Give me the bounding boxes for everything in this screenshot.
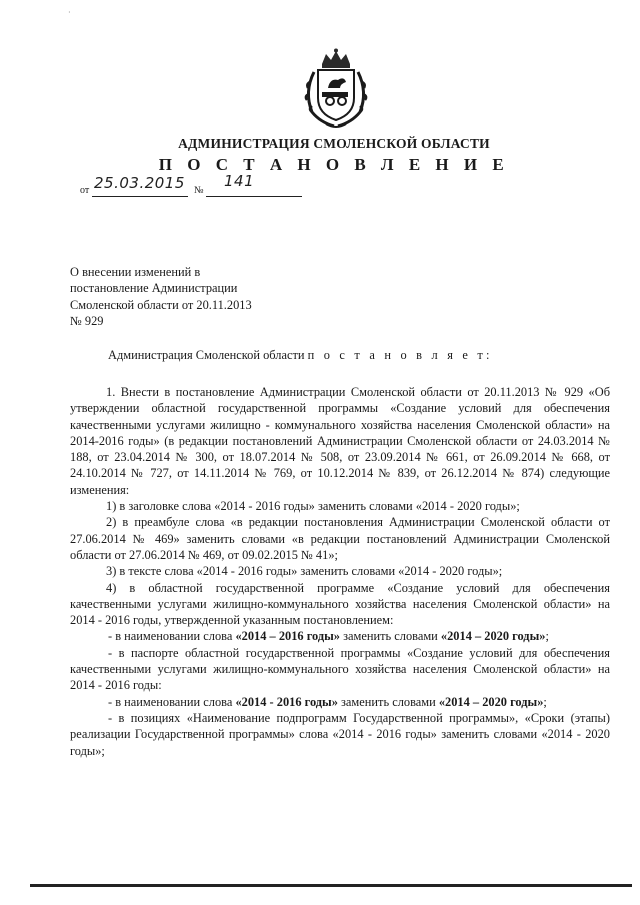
subject-line-2: постановление Администрации	[70, 281, 238, 296]
bottom-rule	[30, 884, 632, 887]
organization-name: АДМИНИСТРАЦИЯ СМОЛЕНСКОЙ ОБЛАСТИ	[178, 136, 490, 151]
date-prefix: от	[80, 185, 90, 196]
subject-line-3: Смоленской области от 20.11.2013	[70, 297, 252, 312]
preamble-decree: п о с т а н о в л я е т:	[307, 348, 493, 362]
date-value: 25.03.2015	[94, 174, 185, 192]
paragraph-5: 4) в областной государственной программе «Создание условий для обеспечения качественными услугами жилищно-коммунального хозяйства населения Смоленской области» на 2014 - 2016 годы, утвержденной указанным постановлением:	[70, 580, 610, 628]
scan-mark: ·	[68, 8, 71, 17]
smolensk-coat-of-arms-icon	[300, 48, 372, 132]
number-underline	[206, 196, 302, 197]
subject-line-4: № 929	[70, 314, 104, 329]
date-number-line	[80, 174, 320, 198]
number-prefix: №	[194, 185, 204, 196]
subject-line-1: О внесении изменений в	[70, 265, 201, 279]
document-type-title: П О С Т А Н О В Л Е Н И Е	[158, 155, 510, 174]
paragraph-2: 1) в заголовке слова «2014 - 2016 годы» заменить словами «2014 - 2020 годы»;	[106, 499, 520, 514]
paragraph-8: - в наименовании слова «2014 - 2016 годы» заменить словами «2014 – 2020 годы»;	[108, 694, 547, 709]
preamble-text: Администрация Смоленской области	[108, 348, 305, 362]
number-value: 141	[224, 172, 255, 190]
paragraph-7: - в паспорте областной государственной программы «Создание условий для обеспечения качественными услугами жилищно-коммунального хозяйства населения Смоленской области» на 2014 - 2016 годы:	[70, 645, 610, 693]
paragraph-6: - в наименовании слова «2014 – 2016 годы» заменить словами «2014 – 2020 годы»;	[108, 629, 549, 644]
document-subject	[70, 264, 308, 330]
date-underline	[92, 196, 188, 197]
preamble	[108, 348, 493, 363]
paragraph-9: - в позициях «Наименование подпрограмм Государственной программы», «Сроки (этапы) реализации Государственной программы» слова «2014 - 2016 годы» заменить словами «2014 - 2020 годы»;	[70, 710, 610, 758]
document-body	[70, 384, 610, 759]
paragraph-1: 1. Внести в постановление Администрации Смоленской области от 20.11.2013 № 929 «Об утверждении областной государственной программы «Создание условий для обеспечения качественными услугами жилищно - коммунального хозяйства населения Смоленской области» на 2014-2016 годы» (в редакции постановлений Администрации Смоленской области от 24.03.2014 № 188, от 23.04.2014 № 300, от 18.07.2014 № 508, от 23.09.2014 № 661, от 26.09.2014 № 668, от 24.10.2014 № 727, от 14.11.2014 № 769, от 10.12.2014 № 839, от 26.12.2014 № 874) следующие изменения:	[70, 385, 610, 497]
paragraph-4: 3) в тексте слова «2014 - 2016 годы» заменить словами «2014 - 2020 годы»;	[106, 564, 503, 579]
paragraph-3: 2) в преамбуле слова «в редакции постановления Администрации Смоленской области от 27.06.2014 № 469» заменить словами «в редакции постановлений Администрации Смоленской области от 27.06.2014 № 469, от 09.02.2015 № 41»;	[70, 515, 610, 562]
